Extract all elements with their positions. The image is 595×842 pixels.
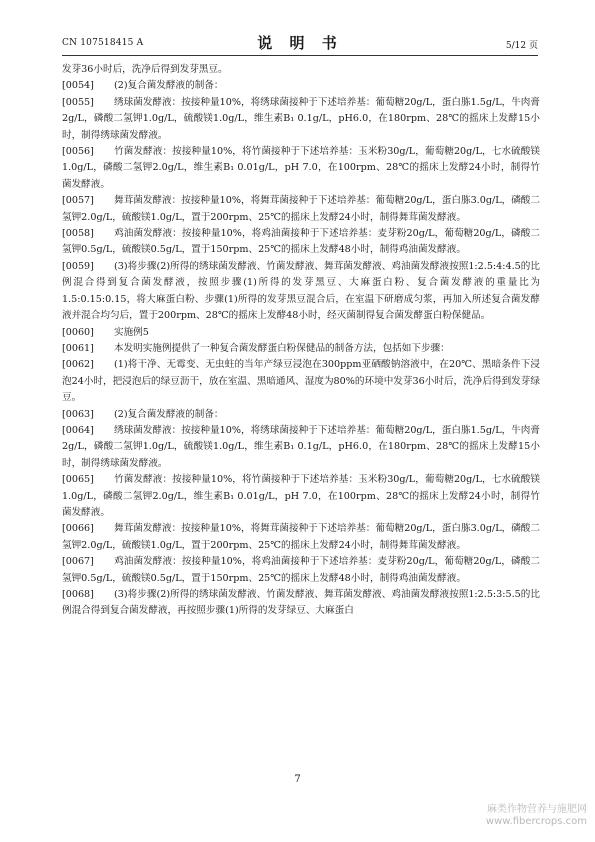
paragraph-text: (1)将干净、无霉变、无虫蛀的当年产绿豆浸泡在300ppm亚硒酸钠溶液中，在20℃、黑暗条件下浸泡24小时，把浸泡后的绿豆沥干，放在室温、黑暗通风、湿度为80%的环境中发芽36小时后，洗净后得到发芽绿豆。 [62, 359, 540, 404]
watermark-line1: 麻类作物营养与施肥网 [487, 804, 587, 815]
watermark-line2: www.fibercrops.com [485, 816, 587, 827]
paragraph-text: 竹菌发酵液：按接种量10%，将竹菌接种于下述培养基：玉米粉30g/L，葡萄糖20g/L，七水硫酸镁1.0g/L，磷酸二氢钾2.0g/L，维生素B₁ 0.01g/L，pH 7.0，在100rpm、28℃的摇床上发酵24小时，制得竹菌发酵液。 [62, 474, 540, 518]
paragraph [62, 226, 540, 259]
paragraph-text: 本发明实施例提供了一种复合菌发酵蛋白粉保健品的制备方法，包括如下步骤： [114, 342, 450, 354]
paragraph-text: (2)复合菌发酵液的制备： [114, 408, 224, 420]
document-header [62, 30, 538, 52]
paragraph-text: 实施例5 [114, 326, 149, 338]
paragraph [62, 554, 540, 587]
paragraph [62, 341, 540, 357]
paragraph [62, 325, 540, 341]
paragraph-number: [0062] [62, 359, 94, 371]
paragraph-number: [0056] [62, 146, 94, 158]
paragraph-number: [0068] [62, 589, 94, 600]
paragraph-text: 绣球菌发酵液：按接种量10%，将绣球菌接种于下述培养基：葡萄糖20g/L，蛋白胨1.5g/L，牛肉膏2g/L，磷酸二氢钾1.0g/L，硫酸镁1.0g/L，维生素B₁ 0.1g/L，pH6.0，在180rpm、28℃的摇床上发酵15小时，制得绣球菌发酵液。 [62, 424, 540, 469]
paragraph [62, 423, 540, 472]
paragraph-number: [0054] [62, 80, 94, 92]
paragraph-number: [0067] [62, 556, 94, 568]
paragraph [62, 144, 540, 193]
paragraph-number: [0057] [62, 195, 94, 207]
paragraph-text: 舞茸菌发酵液：按接种量10%，将舞茸菌接种于下述培养基：葡萄糖20g/L，蛋白胨3.0g/L，磷酸二氢钾2.0g/L，硫酸镁1.0g/L，置于200rpm、25℃的摇床上发酵24小时，制得舞茸菌发酵液。 [62, 523, 540, 551]
document-body [62, 62, 540, 620]
paragraph-number: [0063] [62, 408, 94, 420]
paragraph [62, 259, 540, 325]
patent-number: CN 107518415 A [62, 38, 144, 48]
paragraph-text: (3)将步骤(2)所得的绣球菌发酵液、竹菌发酵液、舞茸菌发酵液、鸡油菌发酵液按照1:2.5:3:5.5的比例混合得到复合菌发酵液，再按照步骤(1)所得的发芽绿豆、大麻蛋白 [62, 589, 540, 617]
paragraph [62, 407, 540, 423]
watermark [486, 804, 587, 828]
paragraph-text: 竹菌发酵液：按接种量10%，将竹菌接种于下述培养基：玉米粉30g/L，葡萄糖20g/L，七水硫酸镁1.0g/L，磷酸二氢钾2.0g/L，维生素B₁ 0.01g/L，pH 7.0，在100rpm、28℃的摇床上发酵24小时，制得竹菌发酵液。 [62, 146, 540, 190]
page-indicator: 5/12 页 [505, 41, 538, 51]
paragraph [62, 587, 540, 620]
paragraph-number: [0061] [62, 342, 94, 354]
lead-text: 发芽36小时后，洗净后得到发芽黑豆。 [62, 64, 228, 75]
paragraph [62, 521, 540, 554]
paragraph-text: (3)将步骤(2)所得的绣球菌发酵液、竹菌发酵液、舞茸菌发酵液、鸡油菌发酵液按照1:2.5:4:4.5的比例混合得到复合菌发酵液，按照步骤(1)所得的发芽黑豆、大麻蛋白粉、复合菌发酵液的重量比为1.5:0.15:0.15，将大麻蛋白粉、步骤(1)所得的发芽黑豆混合后，在室温下研磨成匀浆，再加入所述复合菌发酵液并混合均匀后，置于200rpm、28℃的摇床上发酵48小时，经灭菌制得复合菌发酵蛋白粉保健品。 [62, 260, 540, 322]
paragraph [62, 95, 540, 144]
paragraph-text: 绣球菌发酵液：按接种量10%，将绣球菌接种于下述培养基：葡萄糖20g/L，蛋白胨1.5g/L，牛肉膏2g/L，磷酸二氢钾1.0g/L，硫酸镁1.0g/L，维生素B₁ 0.1g/L，pH6.0，在180rpm、28℃的摇床上发酵15小时，制得绣球菌发酵液。 [62, 96, 540, 141]
paragraph-number: [0066] [62, 523, 94, 535]
paragraph-text: 鸡油菌发酵液：按接种量10%，将鸡油菌接种于下述培养基：麦芽粉20g/L，葡萄糖20g/L，磷酸二氢钾0.5g/L，硫酸镁0.5g/L，置于150rpm、25℃的摇床上发酵48小时，制得鸡油菌发酵液。 [62, 228, 540, 256]
paragraph-text: 鸡油菌发酵液：按接种量10%，将鸡油菌接种于下述培养基：麦芽粉20g/L，葡萄糖20g/L，磷酸二氢钾0.5g/L，硫酸镁0.5g/L，置于150rpm、25℃的摇床上发酵48小时，制得鸡油菌发酵液。 [62, 556, 540, 584]
paragraph-list [62, 78, 540, 619]
page-number: 7 [294, 774, 301, 785]
document-title: 说 明 书 [257, 34, 343, 52]
paragraph [62, 472, 540, 521]
paragraph-number: [0064] [62, 424, 94, 436]
paragraph [62, 193, 540, 226]
header-rule [62, 55, 538, 56]
paragraph [62, 357, 540, 406]
paragraph-text: 舞茸菌发酵液：按接种量10%，将舞茸菌接种于下述培养基：葡萄糖20g/L，蛋白胨3.0g/L，磷酸二氢钾2.0g/L，硫酸镁1.0g/L，置于200rpm、25℃的摇床上发酵24小时，制得舞茸菌发酵液。 [62, 195, 540, 223]
paragraph-number: [0060] [62, 326, 94, 338]
paragraph-number: [0058] [62, 228, 94, 240]
paragraph-number: [0065] [62, 474, 94, 486]
paragraph-text: (2)复合菌发酵液的制备： [114, 80, 224, 92]
paragraph-number: [0055] [62, 96, 94, 108]
paragraph [62, 78, 540, 94]
paragraph-number: [0059] [62, 260, 94, 272]
